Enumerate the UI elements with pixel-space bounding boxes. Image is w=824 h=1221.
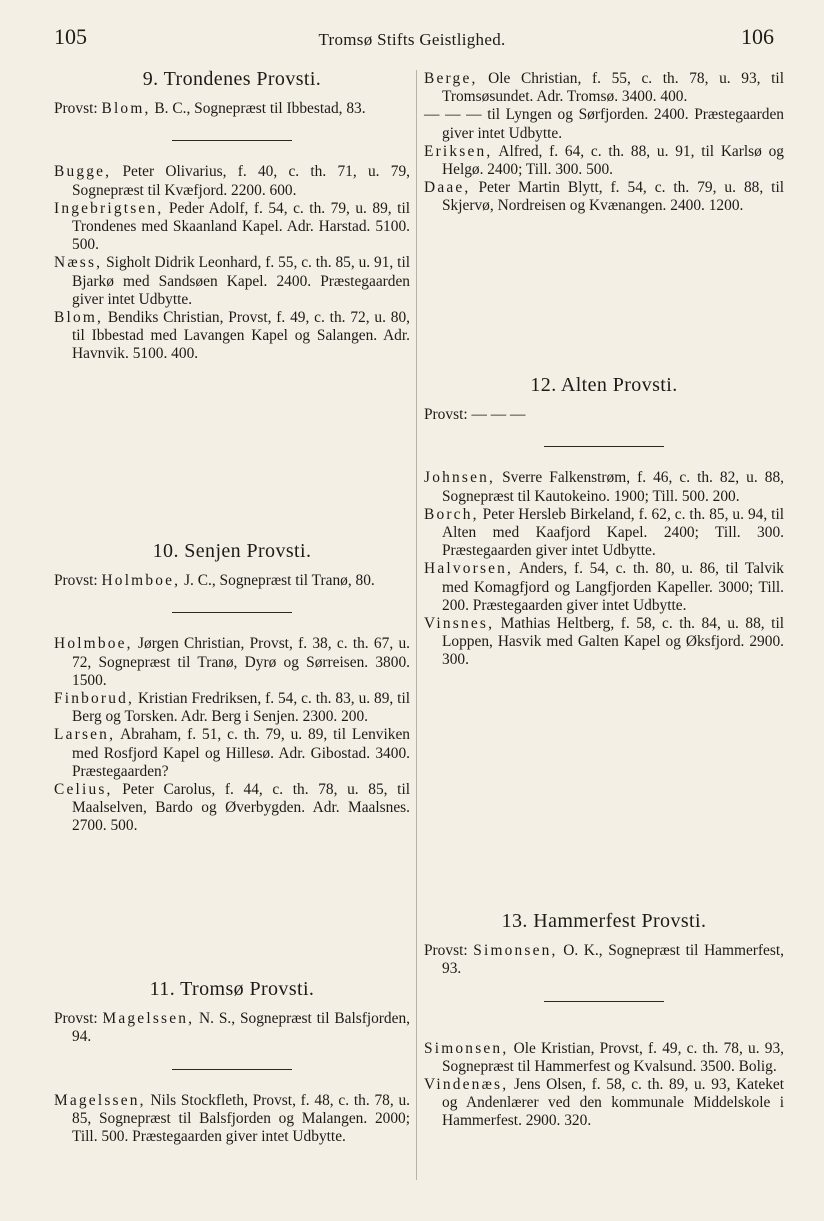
list-item: Celius, Peter Carolus, f. 44, c. th. 78, u. 85, til Maalselven, Bardo og Øverbygden. Adr. Maalsnes. 2700. 500. <box>54 781 410 835</box>
section-rule <box>172 612 292 613</box>
page-number-right: 106 <box>741 24 774 49</box>
provst-line: Provst: Magelssen, N. S., Sognepræst til Balsfjorden, 94. <box>54 1010 411 1046</box>
list-item: — — — til Lyngen og Sørfjorden. 2400. Præstegaarden giver intet Udbytte. <box>424 106 784 142</box>
provst-line: Provst: Holmboe, J. C., Sognepræst til Tranø, 80. <box>54 572 375 590</box>
list-item: Eriksen, Alfred, f. 64, c. th. 88, u. 91, til Karlsø og Helgø. 2400; Till. 300. 500. <box>424 142 784 179</box>
section-tromso-continued <box>424 70 784 216</box>
list-item: Magelssen, Nils Stockfleth, Provst, f. 48, c. th. 78, u. 85, Sognepræst til Balsfjorden og Malangen. 2000; Till. 500. Præstegaarden giver intet Udbytte. <box>54 1091 410 1146</box>
list-item: Vindenæs, Jens Olsen, f. 58, c. th. 89, u. 93, Kateket og Andenlærer ved den kommunale Middelskole i Hammerfest. 2900. 320. <box>424 1076 784 1130</box>
list-item: Halvorsen, Anders, f. 54, c. th. 80, u. 86, til Talvik med Komagfjord og Langfjorden Kapeller. 3000; Till. 200. Præstegaarden giver intet Udbytte. <box>424 560 784 614</box>
list-item: Ingebrigtsen, Peder Adolf, f. 54, c. th. 79, u. 89, til Trondenes med Skaanland Kapel. Adr. Harstad. 5100. 500. <box>54 199 410 254</box>
section-hammerfest <box>424 912 784 1131</box>
section-title: 9. Trondenes Provsti. <box>142 68 322 90</box>
list-item: Larsen, Abraham, f. 51, c. th. 79, u. 89, til Lenviken med Rosfjord Kapel og Hillesø. Adr. Gibostad. 3400. Præstegaarden? <box>54 726 410 780</box>
list-item: Daae, Peter Martin Blytt, f. 54, c. th. 79, u. 88, til Skjervø, Nordreisen og Kvænangen. 2400. 1200. <box>424 179 784 215</box>
section-rule <box>544 446 664 447</box>
section-rule <box>544 1001 664 1002</box>
provst-line: Provst: — — — <box>424 406 526 424</box>
section-title: 13. Hammerfest Provsti. <box>501 910 707 932</box>
section-senjen <box>54 542 410 836</box>
list-item: Johnsen, Sverre Falkenstrøm, f. 46, c. th. 82, u. 88, Sognepræst til Kautokeino. 1900; Till. 500. 200. <box>424 469 784 505</box>
provst-line: Provst: Blom, B. C., Sognepræst til Ibbestad, 83. <box>54 100 366 118</box>
page-number-left: 105 <box>54 24 87 49</box>
section-title: 12. Alten Provsti. <box>530 374 678 396</box>
list-item: Berge, Ole Christian, f. 55, c. th. 78, u. 93, til Tromsøsundet. Adr. Tromsø. 3400. 400. <box>424 70 784 106</box>
list-item: Blom, Bendiks Christian, Provst, f. 49, c. th. 72, u. 80, til Ibbestad med Lavangen Kapel og Salangen. Adr. Havnvik. 5100. 400. <box>54 309 410 363</box>
list-item: Borch, Peter Hersleb Birkeland, f. 62, c. th. 85, u. 94, til Alten med Kaafjord Kapel. 2400; Till. 300. Præstegaarden giver intet Udbytte. <box>424 505 784 560</box>
list-item: Holmboe, Jørgen Christian, Provst, f. 38, c. th. 67, u. 72, Sognepræst til Tranø, Dyrø og Sørreisen. 3800. 1500. <box>54 635 410 689</box>
column-divider <box>416 70 417 1180</box>
list-item: Bugge, Peter Olivarius, f. 40, c. th. 71, u. 79, Sognepræst til Kvæfjord. 2200. 600. <box>54 163 410 199</box>
section-trondenes <box>54 70 410 364</box>
section-tromso <box>54 980 410 1146</box>
section-rule <box>172 1069 292 1070</box>
list-item: Vinsnes, Mathias Heltberg, f. 58, c. th. 84, u. 88, til Loppen, Hasvik med Galten Kapel og Øksfjord. 2900. 300. <box>424 615 784 669</box>
section-title: 11. Tromsø Provsti. <box>149 978 315 1000</box>
list-item: Simonsen, Ole Kristian, Provst, f. 49, c. th. 78, u. 93, Sognepræst til Hammerfest og Kvalsund. 3500. Bolig. <box>424 1039 784 1075</box>
section-rule <box>172 140 292 141</box>
section-title: 10. Senjen Provsti. <box>152 540 312 562</box>
provst-line: Provst: Simonsen, O. K., Sognepræst til Hammerfest, 93. <box>424 942 784 978</box>
page-header <box>0 22 824 58</box>
section-alten <box>424 376 784 670</box>
running-title: Tromsø Stifts Geistlighed. <box>318 30 506 49</box>
list-item: Finborud, Kristian Fredriksen, f. 54, c. th. 83, u. 89, til Berg og Torsken. Adr. Berg i Senjen. 2300. 200. <box>54 690 410 726</box>
list-item: Næss, Sigholt Didrik Leonhard, f. 55, c. th. 85, u. 91, til Bjarkø med Sandsøen Kapel. 2400. Præstegaarden giver intet Udbytte. <box>54 254 410 308</box>
